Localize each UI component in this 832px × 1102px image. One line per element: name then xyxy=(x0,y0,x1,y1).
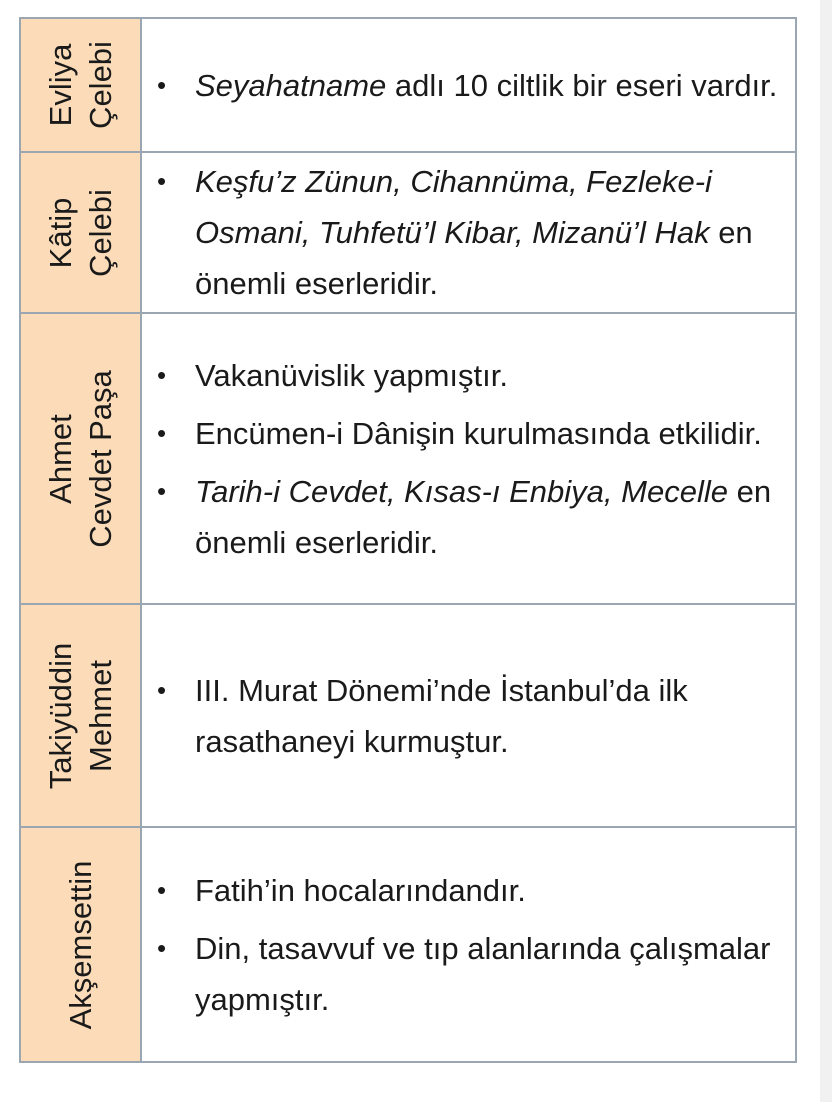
item-text: en önemli eserleridir. xyxy=(195,215,753,301)
table-row xyxy=(20,604,796,827)
list-item xyxy=(142,923,795,1025)
name-line: Cevdet Paşa xyxy=(82,369,118,548)
person-name xyxy=(41,642,121,788)
item-text: adlı 10 ciltlik bir eseri vardır. xyxy=(386,67,778,103)
name-cell xyxy=(20,827,141,1062)
bullet-list xyxy=(142,60,795,111)
item-text: Vakanüvislik yapmıştır. xyxy=(195,357,508,393)
description-cell xyxy=(141,313,796,604)
table-row xyxy=(20,18,796,152)
table-row xyxy=(20,152,796,313)
list-item xyxy=(142,60,795,111)
person-name xyxy=(41,41,121,129)
name-line: Mehmet xyxy=(82,659,118,772)
description-cell xyxy=(141,827,796,1062)
page-edge-strip xyxy=(820,0,832,1102)
person-name xyxy=(41,370,121,548)
bullet-icon: • xyxy=(157,674,167,705)
name-cell xyxy=(20,18,141,152)
name-line: Ahmet xyxy=(42,413,78,504)
bullet-list xyxy=(142,865,795,1025)
bullet-icon: • xyxy=(157,417,167,448)
item-text: III. Murat Dönemi’nde İstanbul’da ilk rasathaneyi kurmuştur. xyxy=(195,672,688,759)
name-line: Evliya xyxy=(42,43,78,127)
name-line: Akşemsettin xyxy=(62,860,98,1029)
name-line: Takiyüddin xyxy=(42,642,78,789)
person-name xyxy=(61,860,101,1029)
item-text: Fatih’in hocalarındandır. xyxy=(195,872,526,908)
table-row xyxy=(20,313,796,604)
name-line: Çelebi xyxy=(82,41,118,129)
italic-text: Keşfu’z Zünun, Cihannüma, Fezleke-i Osmani, Tuhfetü’l Kibar, Mizanü’l Hak xyxy=(195,164,712,250)
name-cell xyxy=(20,313,141,604)
list-item xyxy=(142,865,795,916)
list-item xyxy=(142,665,795,767)
item-text: en önemli eserleridir. xyxy=(195,473,772,560)
person-name xyxy=(41,189,121,277)
bullet-list xyxy=(142,156,795,309)
list-item xyxy=(142,466,795,568)
description-cell xyxy=(141,604,796,827)
name-cell xyxy=(20,152,141,313)
item-text: Din, tasavvuf ve tıp alanlarında çalışmalar yapmıştır. xyxy=(195,930,771,1017)
item-text: Encümen-i Dânişin kurulmasında etkilidir. xyxy=(195,415,762,451)
bullet-list xyxy=(142,350,795,568)
italic-text: Tarih-i Cevdet, Kısas-ı Enbiya, Mecelle xyxy=(195,473,728,509)
list-item xyxy=(142,156,795,309)
scholars-table xyxy=(19,17,797,1063)
name-line: Çelebi xyxy=(82,188,118,277)
description-cell xyxy=(141,18,796,152)
name-cell xyxy=(20,604,141,827)
italic-text: Seyahatname xyxy=(195,67,387,103)
bullet-icon: • xyxy=(157,874,167,905)
list-item xyxy=(142,408,795,459)
bullet-list xyxy=(142,665,795,767)
list-item xyxy=(142,350,795,401)
bullet-icon: • xyxy=(157,166,167,196)
bullet-icon: • xyxy=(157,359,167,390)
bullet-icon: • xyxy=(157,69,167,100)
table-row xyxy=(20,827,796,1062)
description-cell xyxy=(141,152,796,313)
name-line: Kâtip xyxy=(42,197,78,268)
bullet-icon: • xyxy=(157,475,167,506)
bullet-icon: • xyxy=(157,932,167,963)
